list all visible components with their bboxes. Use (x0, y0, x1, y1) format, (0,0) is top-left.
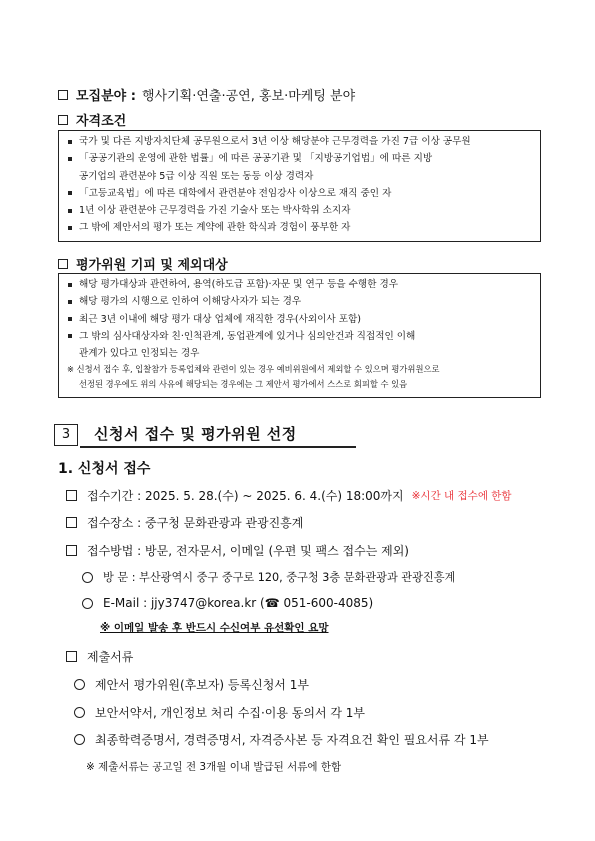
list-item-continued: 공기업의 관련분야 5급 이상 직원 또는 동등 이상 경력자 (79, 170, 314, 182)
checkbox-icon (66, 517, 77, 528)
docs-title: 제출서류 (87, 650, 134, 664)
email-contact (82, 596, 373, 610)
recruit-value: 행사기획·연출·공연, 홍보·마케팅 분야 (141, 89, 356, 104)
docs-header (66, 648, 133, 665)
bullet-icon (68, 283, 72, 287)
bullet-icon (68, 300, 72, 304)
bullet-icon (68, 140, 72, 144)
qualification-title: 자격조건 (76, 114, 127, 129)
list-item: 국가 및 다른 지방자치단체 공무원으로서 3년 이상 해당분야 근무경력을 가진 7급 이상 공무원 (67, 133, 534, 150)
avoidance-box (58, 273, 541, 398)
method-text: 접수방법 : 방문, 전자문서, 이메일 (우편 및 팩스 접수는 제외) (87, 544, 409, 558)
avoidance-header (58, 254, 228, 273)
circle-bullet-icon (74, 707, 85, 718)
checkbox-icon (58, 259, 68, 269)
recruit-title: 모집분야 : (76, 89, 136, 104)
circle-bullet-icon (74, 679, 85, 690)
place-text: 접수장소 : 중구청 문화관광과 관광진흥계 (87, 516, 304, 530)
list-item: 해당 평가대상과 관련하여, 용역(하도급 포함)·자문 및 연구 등을 수행한 경우 (67, 276, 534, 293)
list-item: 최근 3년 이내에 해당 평가 대상 업체에 재직한 경우(사외이사 포함) (67, 311, 534, 328)
receipt-place (66, 514, 303, 531)
docs-note: ※ 제출서류는 공고일 전 3개월 이내 발급된 서류에 한함 (86, 761, 342, 773)
section-number: 3 (54, 424, 78, 446)
list-item-continued: 관계가 있다고 인정되는 경우 (79, 348, 200, 360)
checkbox-icon (66, 490, 77, 501)
bullet-icon (68, 157, 72, 161)
docs-item: 보안서약서, 개인정보 처리 수집·이용 동의서 각 1부 (74, 704, 365, 721)
period-text: 접수기간 : 2025. 5. 28.(수) ~ 2025. 6. 4.(수) 18:00까지 (87, 489, 404, 503)
qualification-box (58, 130, 541, 242)
email-text[interactable]: E-Mail : jjy3747@korea.kr (☎ 051-600-4085) (103, 596, 374, 610)
docs-item: 제안서 평가위원(후보자) 등록신청서 1부 (74, 676, 309, 693)
list-item: 「고등교육법」에 따른 대학에서 관련분야 전임강사 이상으로 재직 중인 자 (67, 185, 534, 202)
receipt-method (66, 542, 409, 559)
section-underline (80, 446, 356, 448)
avoidance-note: ※ 신청서 접수 후, 입찰참가 등록업체와 관련이 있는 경우 예비위원에서 제외할 수 있으며 평가위원으로 (67, 364, 440, 375)
email-warning: ※ 이메일 발송 후 반드시 수신여부 유선확인 요망 (100, 622, 329, 634)
circle-bullet-icon (74, 734, 85, 745)
checkbox-icon (58, 115, 68, 125)
bullet-icon (68, 226, 72, 230)
bullet-icon (68, 317, 72, 321)
visit-text: 방 문 : 부산광역시 중구 중구로 120, 중구청 3층 문화관광과 관광진흥계 (103, 571, 456, 584)
list-item: 「공공기관의 운영에 관한 법률」에 따른 공공기관 및 「지방공기업법」에 따른 지방 (67, 150, 534, 167)
bullet-icon (68, 191, 72, 195)
docs-item: 최종학력증명서, 경력증명서, 자격증사본 등 자격요건 확인 필요서류 각 1부 (74, 731, 489, 748)
visit-address (82, 569, 455, 585)
circle-bullet-icon (82, 598, 93, 609)
list-item: 그 밖에 제안서의 평가 또는 계약에 관한 학식과 경험이 풍부한 자 (67, 219, 534, 236)
checkbox-icon (58, 90, 68, 100)
list-item: 1년 이상 관련분야 근무경력을 가진 기술사 또는 박사학위 소지자 (67, 202, 534, 219)
circle-bullet-icon (82, 572, 93, 583)
avoidance-note-continued: 선정된 경우에도 위의 사유에 해당되는 경우에는 그 제안서 평가에서 스스로 회피할 수 있음 (79, 379, 408, 390)
bullet-icon (68, 209, 72, 213)
list-item: 그 밖의 심사대상자와 친·인척관계, 동업관계에 있거나 심의안건과 직접적인 이해 (67, 328, 534, 345)
receipt-heading: 1. 신청서 접수 (58, 461, 151, 477)
checkbox-icon (66, 651, 77, 662)
avoidance-title: 평가위원 기피 및 제외대상 (76, 258, 228, 273)
list-item: 해당 평가의 시행으로 인하여 이해당사자가 되는 경우 (67, 293, 534, 310)
period-note: ※시간 내 접수에 한함 (411, 490, 512, 502)
recruit-field (58, 85, 355, 104)
checkbox-icon (66, 545, 77, 556)
section-title: 신청서 접수 및 평가위원 선정 (94, 425, 297, 443)
bullet-icon (68, 334, 72, 338)
receipt-period (66, 487, 512, 504)
qualification-header (58, 110, 126, 129)
